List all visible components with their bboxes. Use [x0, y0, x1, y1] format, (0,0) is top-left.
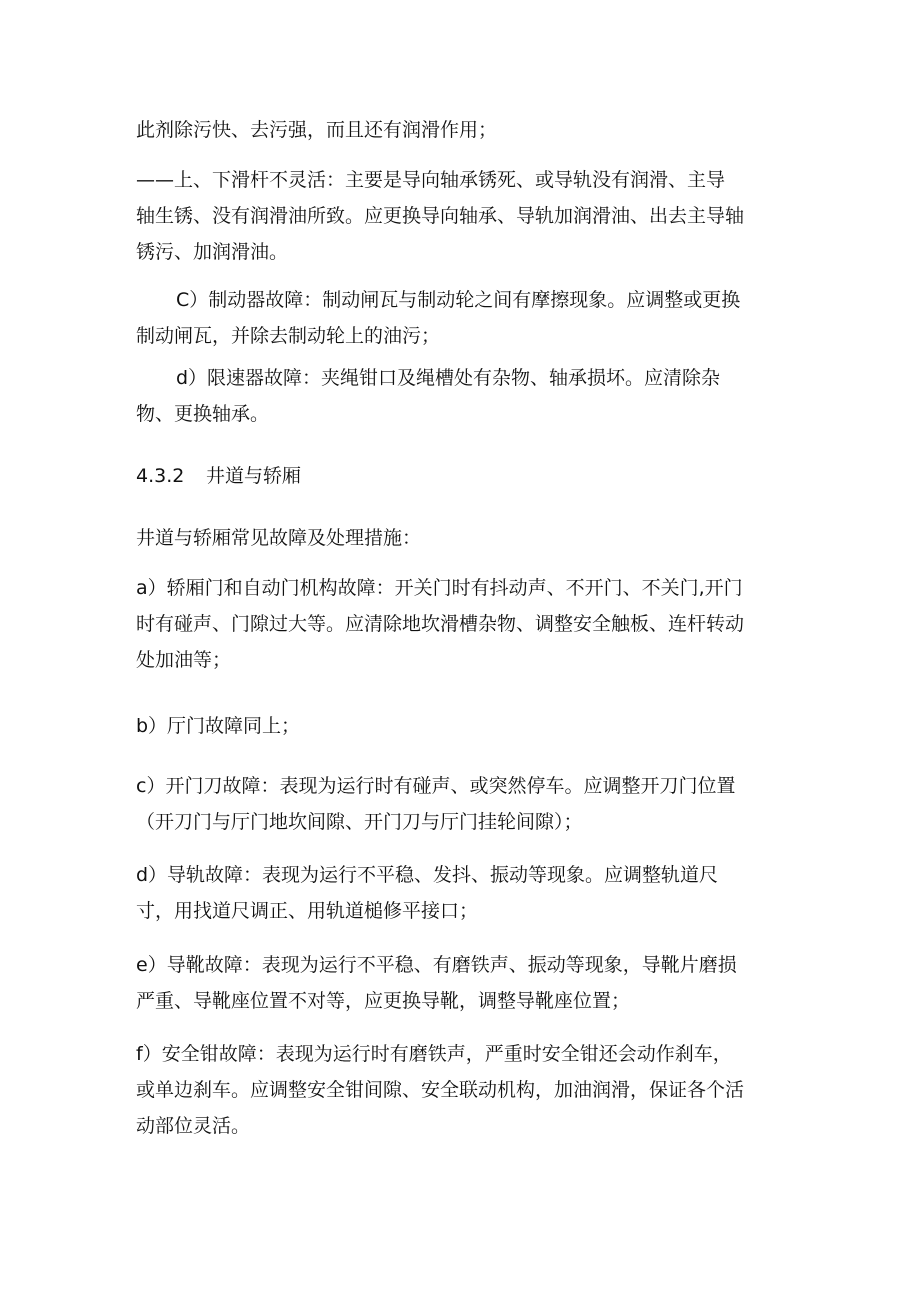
- text-line: 处加油等；: [136, 649, 232, 671]
- text-line: c）开门刀故障：表现为运行时有碰声、或突然停车。应调整开刀门位置: [136, 775, 736, 797]
- text-line: （开刀门与厅门地坎间隙、开门刀与厅门挂轮间隙）；: [136, 811, 583, 833]
- paragraph-slide-rod-fault: [136, 162, 786, 270]
- section-title: 井道与轿厢: [206, 465, 302, 487]
- text-line: ——上、下滑杆不灵活：主要是导向轴承锈死、或导轨没有润滑、主导: [136, 169, 726, 191]
- section-heading: [136, 458, 786, 494]
- paragraph-door-knife-fault: [136, 768, 786, 840]
- text-line: 寸，用找道尺调正、用轨道槌修平接口；: [136, 900, 479, 922]
- text-line: e）导靴故障：表现为运行不平稳、有磨铁声、振动等现象，导靴片磨损: [136, 954, 737, 976]
- text-line: b）厅门故障同上；: [136, 715, 301, 737]
- text-line: 动部位灵活。: [136, 1115, 251, 1137]
- paragraph-speed-governor-fault: [136, 360, 786, 432]
- text-line: C）制动器故障：制动闸瓦与制动轮之间有摩擦现象。应调整或更换: [176, 289, 741, 311]
- text-line: 制动闸瓦，并除去制动轮上的油污；: [136, 325, 441, 347]
- paragraph-guide-rail-fault: [136, 857, 786, 929]
- text-line: d）导轨故障：表现为运行不平稳、发抖、振动等现象。应调整轨道尺: [136, 864, 719, 886]
- paragraph-hall-door-fault: [136, 708, 786, 744]
- text-line: 轴生锈、没有润滑油所致。应更换导向轴承、导轨加润滑油、出去主导轴: [136, 205, 745, 227]
- text-line: 严重、导靴座位置不对等，应更换导靴，调整导靴座位置；: [136, 990, 631, 1012]
- text-line: 时有碰声、门隙过大等。应清除地坎滑槽杂物、调整安全触板、连杆转动: [136, 613, 745, 635]
- paragraph-brake-fault: [136, 282, 786, 354]
- paragraph-lubrication-note: [136, 112, 786, 148]
- text-line: 井道与轿厢常见故障及处理措施：: [136, 527, 422, 549]
- paragraph-car-door-fault: [136, 570, 786, 678]
- text-line: d）限速器故障：夹绳钳口及绳槽处有杂物、轴承损坏。应清除杂: [176, 367, 721, 389]
- section-number: 4.3.2: [136, 465, 185, 487]
- text-line: f）安全钳故障：表现为运行时有磨铁声，严重时安全钳还会动作刹车，: [136, 1043, 732, 1065]
- text-line: a）轿厢门和自动门机构故障：开关门时有抖动声、不开门、不关门,开门: [136, 577, 743, 599]
- text-line: 物、更换轴承。: [136, 403, 270, 425]
- text-line: 此剂除污快、去污强，而且还有润滑作用；: [136, 119, 498, 141]
- text-line: 或单边刹车。应调整安全钳间隙、安全联动机构，加油润滑，保证各个活: [136, 1079, 745, 1101]
- paragraph-safety-gear-fault: [136, 1036, 786, 1144]
- text-line: 锈污、加润滑油。: [136, 241, 289, 263]
- paragraph-intro: [136, 520, 786, 556]
- paragraph-guide-shoe-fault: [136, 947, 786, 1019]
